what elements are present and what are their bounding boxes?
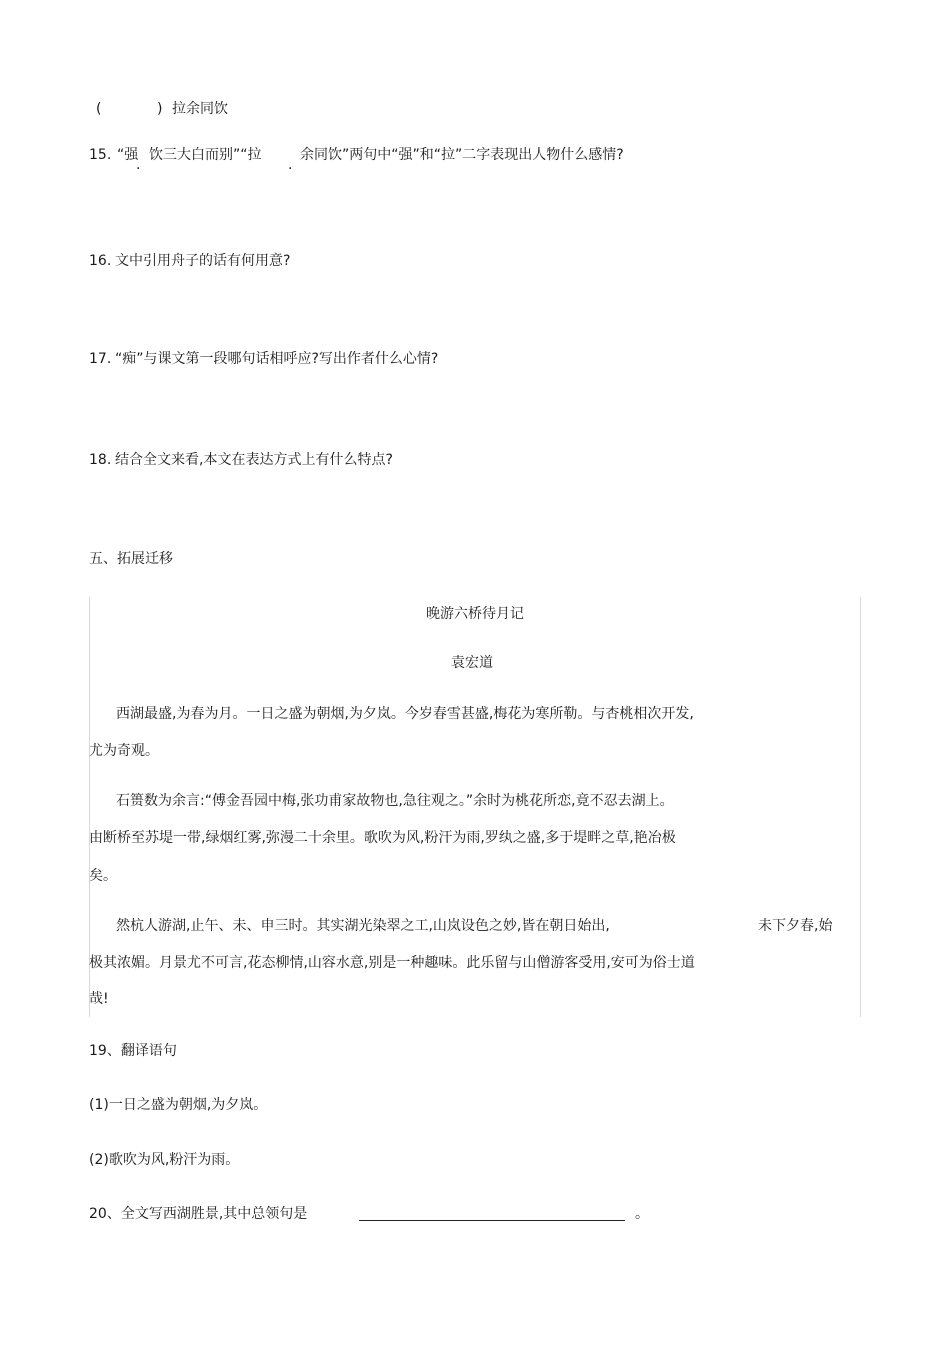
passage-para3-line1a: 然杭人游湖,止午、未、申三时。其实湖光染翠之工,山岚设色之妙,皆在朝日始出, [116, 918, 610, 934]
q19-item1: (1)一日之盛为朝烟,为夕岚。 [89, 1097, 268, 1113]
section-heading: 五、拓展迁移 [89, 551, 173, 567]
q17-text: “痴”与课文第一段哪句话相呼应?写出作者什么心情? [115, 351, 439, 367]
emphasis-dot: · [136, 161, 141, 177]
passage-para3-line2: 极其浓媚。月景尤不可言,花态柳情,山容水意,别是一种趣味。此乐留与山僧游客受用,安可为俗士道 [89, 955, 695, 971]
passage-author: 袁宏道 [451, 655, 493, 671]
q15-number: 15. [89, 147, 112, 163]
q15-part3: 余同饮”两句中“强”和“拉”二字表现出人物什么感情? [300, 147, 624, 163]
q20-text: 20、全文写西湖胜景,其中总领句是 [89, 1206, 308, 1222]
passage-para1-line2: 尤为奇观。 [89, 743, 159, 759]
passage-title: 晚游六桥待月记 [426, 606, 524, 622]
q19-heading: 19、翻译语句 [89, 1043, 177, 1059]
passage-para3-line1b: 未下夕春,始 [758, 918, 833, 934]
q18-text: 结合全文来看,本文在表达方式上有什么特点? [115, 452, 393, 468]
q17-number: 17. [89, 351, 112, 367]
q18-number: 18. [89, 452, 112, 468]
passage-para1-line1: 西湖最盛,为春为月。一日之盛为朝烟,为夕岚。今岁春雪甚盛,梅花为寒所勒。与杏桃相次开发, [116, 706, 694, 722]
passage-para2-line2: 由断桥至苏堤一带,绿烟红雾,弥漫二十余里。歌吹为风,粉汗为雨,罗纨之盛,多于堤畔之草,艳冶极 [89, 830, 676, 846]
q15-part2: 饮三大白而别”“拉 [149, 147, 262, 163]
q19-item2: (2)歌吹为风,粉汗为雨。 [89, 1152, 240, 1168]
passage-para3-line3: 哉! [89, 991, 109, 1007]
passage-para2-line3: 矣。 [89, 868, 117, 884]
phrase-text: 拉余同饮 [172, 101, 228, 117]
paren-open: ( [96, 101, 102, 117]
passage-para2-line1: 石篑数为余言:“傅金吾园中梅,张功甫家故物也,急往观之。”余时为桃花所恋,竟不忍去湖上。 [116, 793, 674, 809]
paren-close: ) [157, 101, 163, 117]
q15-part1: “强 [117, 147, 139, 163]
emphasis-dot: · [288, 161, 293, 177]
q16-number: 16. [89, 253, 112, 269]
q20-end-punct: 。 [635, 1206, 649, 1222]
q16-text: 文中引用舟子的话有何用意? [115, 253, 291, 269]
q20-answer-blank[interactable] [359, 1220, 625, 1221]
